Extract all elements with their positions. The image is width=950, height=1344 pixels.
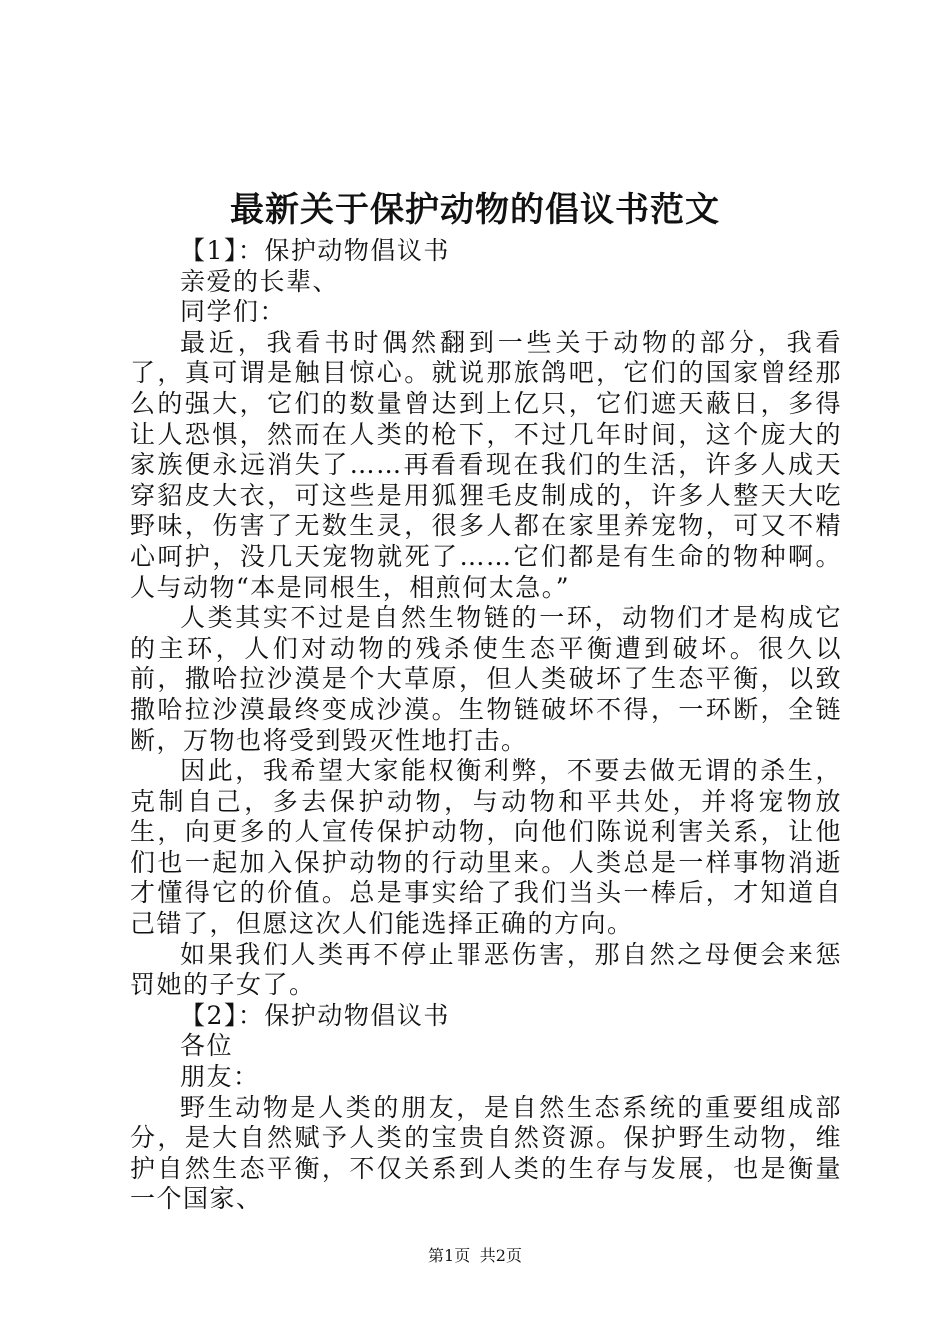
salutation-line-2: 同学们： — [180, 297, 287, 327]
section-heading-1: 【1】：保护动物倡议书 — [180, 236, 450, 265]
page-footer — [0, 1244, 950, 1268]
body-paragraph: 人类其实不过是自然生物链的一环，动物们才是构成它的主环，人们对动物的残杀使生态平衡遭到破坏。很久以前，撒哈拉沙漠是个大草原，但人类破坏了生态平衡，以致撒哈拉沙漠最终变成沙漠。生物链破坏不得，一环断，全链断，万物也将受到毁灭性地打击。 — [130, 603, 842, 755]
body-paragraph: 因此，我希望大家能权衡利弊，不要去做无谓的杀生，克制自己，多去保护动物，与动物和平共处，并将宠物放生，向更多的人宣传保护动物，向他们陈说利害关系，让他们也一起加入保护动物的行动里来。人类总是一样事物消逝才懂得它的价值。总是事实给了我们当头一棒后，才知道自己错了，但愿这次人们能选择正确的方向。 — [130, 756, 842, 939]
section-heading-2: 【2】：保护动物倡议书 — [180, 1000, 450, 1030]
body-paragraph: 最近，我看书时偶然翻到一些关于动物的部分，我看了，真可谓是触目惊心。就说那旅鸽吧，它们的国家曾经那么的强大，它们的数量曾达到上亿只，它们遮天蔽日，多得让人恐惧，然而在人类的枪下，不过几年时间，这个庞大的家族便永远消失了……再看看现在我们的生活，许多人成天穿貂皮大衣，可这些是用狐狸毛皮制成的，许多人整天大吃野味，伤害了无数生灵，很多人都在家里养宠物，可又不精心呵护，没几天宠物就死了……它们都是有生命的物种啊。人与动物“本是同根生，相煎何太急。” — [130, 327, 842, 602]
body-paragraph: 如果我们人类再不停止罪恶伤害，那自然之母便会来惩罚她的子女了。 — [130, 939, 842, 1000]
document-title: 最新关于保护动物的倡议书范文 — [230, 190, 720, 230]
page-total: 共2页 — [479, 1246, 522, 1265]
document-body — [130, 236, 842, 1215]
body-paragraph: 野生动物是人类的朋友，是自然生态系统的重要组成部分，是大自然赋予人类的宝贵自然资源。保护野生动物，维护自然生态平衡，不仅关系到人类的生存与发展，也是衡量一个国家、 — [130, 1092, 842, 1214]
salutation-line-4: 朋友： — [180, 1062, 260, 1092]
page-number: 第1页 — [428, 1246, 471, 1265]
salutation-line-3: 各位 — [180, 1031, 234, 1061]
salutation-line-1: 亲爱的长辈、 — [180, 266, 340, 296]
